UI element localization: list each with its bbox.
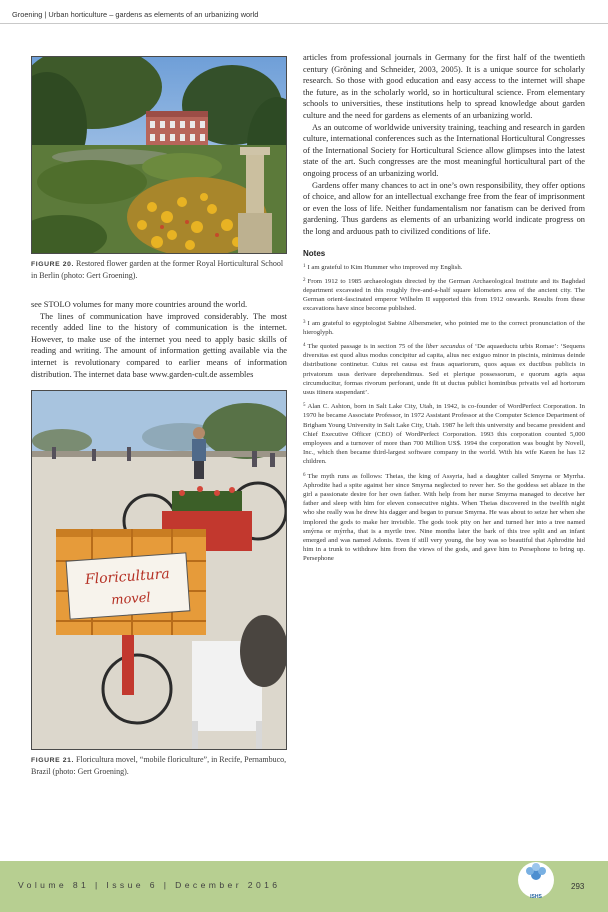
note-number: 4 [303, 342, 306, 348]
notes-heading: Notes [303, 248, 326, 258]
note-3 [303, 318, 585, 337]
garden-photo-illustration [32, 57, 287, 254]
page-number: 293 [571, 882, 585, 891]
note-text: Alan C. Ashton, born in Salt Lake City, Utah, in 1942, is co-founder of WordPerfect Corporation. In 1970 he became Associate Professor, in 1972 Assistant Professor at the Computer Science Department of Brigham Young University in Salt Lake City, Utah. 1987 he left this university and became president and Chief Executive Officer (CEO) of WordPerfect Corporation. 1993 this corporation counted 5,000 employees and a turnover of more than 700 Million US$. 1994 the corporation was bought by Novell, Inc., which then became third-largest software company in the world. With his wife Karen he has 12 children. [303, 403, 585, 466]
right-paragraph-2: As an outcome of worldwide university training, teaching and research in garden culture, international conferences such as the International Horticultural Congresses of the International Society for Horticultural Science allow glimpses into the latest state of the art. Such congresses are the most meaningful horticultural part of the ongoing process of an urbanizing world. [303, 122, 585, 178]
ishs-flower-icon [518, 862, 554, 898]
note-6 [303, 471, 585, 564]
figure-20-caption-text: Restored flower garden at the former Royal Horticultural School in Berlin (photo: Gert Groening). [31, 259, 284, 280]
left-column [31, 56, 287, 777]
figure-21-caption-text: Floricultura movel, “mobile floriculture”, in Recife, Pernambuco, Brazil (photo: Gert Groening). [31, 755, 287, 777]
right-body-text [303, 52, 585, 238]
note-text: From 1912 to 1985 archaeologists directed by the German Archaeological Institute and its Baghdad department excavated in this roughly five-and-a-half square kilometers area of the ancient city. The German orient-fascinated emperor Wilhelm II supported this from 1912 onwards. Results from these excavations have since become published. [303, 277, 585, 313]
note-number: 5 [303, 403, 306, 409]
note-number: 2 [303, 277, 306, 283]
header-rule [0, 23, 608, 24]
note-4 [303, 341, 585, 397]
figure-21-caption [31, 754, 287, 777]
figure-21-photo [31, 390, 287, 750]
figure-20-caption [31, 258, 287, 281]
ishs-logo-text: ISHS [530, 894, 542, 900]
note-1 [303, 262, 585, 272]
footer-volume-issue: Volume 81 | Issue 6 | December 2016 [18, 880, 281, 890]
note-2 [303, 276, 585, 314]
sign-text-line-2: movel [110, 590, 152, 609]
left-paragraph-1: see STOLO volumes for many more countries around the world. [31, 300, 248, 309]
note-5 [303, 401, 585, 466]
figure-20-photo [31, 56, 287, 254]
figure-21-label: FIGURE 21. [31, 757, 75, 765]
note-text: I am grateful to egyptologist Sabine Albersmeier, who pointed me to the correct pronunciation of the hieroglyph. [303, 319, 585, 336]
note-number: 6 [303, 472, 306, 478]
mobile-floriculture-photo-illustration [32, 391, 287, 750]
note-text-pre: The quoted passage is in section 75 of the [307, 342, 426, 350]
figure-20-label: FIGURE 20. [31, 261, 75, 268]
left-body-text [31, 299, 287, 380]
sign-text-line-1: Floricultura [84, 566, 171, 589]
note-text: The myth runs as follows: Theias, the king of Assyria, had a daughter called Smyrna or Myrrha. Aphrodite had a spite against her since Smyrna neglected to rever her. So the goddess set ablaze in the girl a passionate desire for her own father. With help from her nurse Smyrna managed to deceive her father and sleep with him for eleven consecutive nights. When Theias discovered in the twelfth night who she really was he drew his dagger and began to pursue Smyrna. He was about to seize her when she implored the gods to make her invisible. The gods took pity on her and turned her into a tree named smýrna or mýrrha, that is a myrtle tree. Nine months later the bark of this tree split and an infant emerged and was named Adonis. Even if still very young, the boy was so beautiful that Aphrodite hid him in a trunk to withdraw him from the views of the gods, and gave him to Persephone to bring up. Persephone [303, 472, 585, 563]
right-paragraph-3: Gardens offer many chances to act in one’s own responsibility, they offer options of choice, and allow for an intellectual exchange free from the fear of imprisonment or even the loss of life. Neither fundamentalism nor fanatism can be derived from gardening. Thus gardens as elements of an urbanizing world indicate progress on the long and arduous path to civilized conditions of life. [303, 180, 585, 236]
right-column [303, 52, 585, 564]
note-text: I am grateful to Kim Hummer who improved my English. [307, 263, 463, 271]
right-paragraph-1: articles from professional journals in Germany for the first half of the twentieth century (Gröning and Schneider, 2003, 2005). It is a unique source for scholarly research. So those with good education and easy access to the internet will shape the future, as in the scholarly world, so in horticultural science. From elementary schools to universities, these institutions help to spread knowledge about garden culture and the need for gardens as elements of an urbanizing world. [303, 53, 585, 120]
ishs-logo-icon [518, 862, 554, 898]
note-text-post: of ‘De aquaeductu urbis Romae’: ‘Sequens diversitas est quod alius modus concipitur ad capita, alius nec exiguo minor in piscinis, minimus deinde distributione continetur. Cuius rei causa est fraus aquariorum, quos aquas ex ductibus publicis in privatorum usus derivare deprehendimus. Sed et plerique possessorum, e quorum agris aqua circumducitur, formas rivorum perforant, unde fit ut ductus publici hominibus privatis vel ad hortorum usus itinera suspendant’. [303, 342, 586, 396]
running-head: Groening | Urban horticulture – gardens as elements of an urbanizing world [12, 10, 259, 19]
note-number: 1 [303, 263, 306, 269]
note-text-italic: liber secundus [425, 342, 465, 350]
note-number: 3 [303, 319, 306, 325]
left-paragraph-2: The lines of communication have improved considerably. The most recently added line to the history of communication is the internet. However, to make use of the internet you need to apply basic skills of reading and writing. The amount of information getting available via the internet is revolutionary compared to earlier means of information distribution. The internet data base www.garden-cult.de assembles [31, 311, 287, 379]
